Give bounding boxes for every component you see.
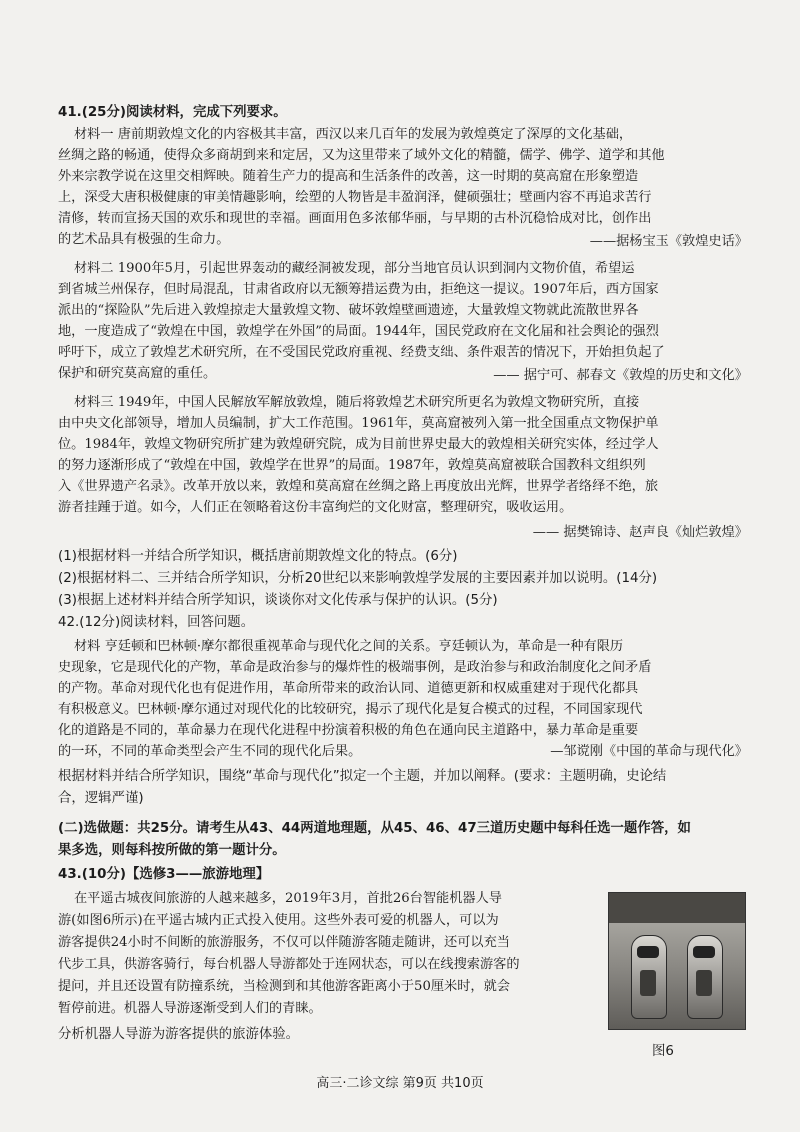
section2-instructions: (二)选做题：共25分。请考生从43、44两道地理题，从45、46、47三道历史题中每科任选一题作答，如 [58, 821, 691, 836]
q42-material-line: 有积极意义。巴林顿·摩尔通过对现代化的比较研究，揭示了现代化是复合模式的过程，不同国家现代 [58, 702, 643, 717]
robot-guide-image [631, 935, 667, 1019]
q41-material1-line: 的艺术品具有极强的生命力。 [58, 232, 230, 247]
q42-source: —邹谠刚《中国的革命与现代化》 [550, 744, 748, 759]
q41-material3-line: 的努力逐渐形成了“敦煌在中国，敦煌学在世界”的局面。1987年，敦煌莫高窟被联合国教科文组织列 [58, 458, 646, 473]
q43-task: 分析机器人导游为游客提供的旅游体验。 [58, 1027, 300, 1042]
q41-material1-line: 丝绸之路的畅通，使得众多商胡到来和定居，又为这里带来了域外文化的精髓，儒学、佛学、道学和其他 [58, 148, 665, 163]
q42-header: 42.(12分)阅读材料，回答问题。 [58, 615, 255, 630]
q43-body-line: 游(如图6所示)在平遥古城内正式投入使用。这些外表可爱的机器人，可以为 [58, 913, 499, 928]
q43-body-line: 游客提供24小时不间断的旅游服务，不仅可以伴随游客随走随讲，还可以充当 [58, 935, 510, 950]
q43-body-line: 在平遥古城夜间旅游的人越来越多，2019年3月，首批26台智能机器人导 [74, 891, 502, 906]
q41-material3-line: 位。1984年，敦煌文物研究所扩建为敦煌研究院，成为目前世界史最大的敦煌相关研究实体，经过学人 [58, 437, 659, 452]
q41-material1-source: ——据杨宝玉《敦煌史话》 [589, 234, 748, 249]
q43-header: 43.(10分)【选修3——旅游地理】 [58, 867, 270, 882]
q41-material2-line: 材料二 1900年5月，引起世界轰动的藏经洞被发现，部分当地官员认识到洞内文物价值，希望运 [74, 261, 635, 276]
q41-material2-line: 地，一度造成了“敦煌在中国，敦煌学在外国”的局面。1944年，国民党政府在文化届和社会舆论的强烈 [58, 324, 659, 339]
q41-question-1: (1)根据材料一并结合所学知识，概括唐前期敦煌文化的特点。(6分) [58, 549, 458, 564]
robot-guide-image [687, 935, 723, 1019]
q42-material-line: 材料 亨廷顿和巴林顿·摩尔都很重视革命与现代化之间的关系。亨廷顿认为，革命是一种有限历 [74, 639, 624, 654]
q41-question-3: (3)根据上述材料并结合所学知识，谈谈你对文化传承与保护的认识。(5分) [58, 593, 498, 608]
q42-task-line: 合，逻辑严谨) [58, 791, 144, 806]
q43-body-line: 代步工具，供游客骑行，每台机器人导游都处于连网状态，可以在线搜索游客的 [58, 957, 520, 972]
q41-material2-source: —— 据宁可、郝春文《敦煌的历史和文化》 [493, 368, 748, 383]
figure-6-caption: 图6 [652, 1044, 674, 1059]
q41-material1-line: 外来宗教学说在这里交相辉映。随着生产力的提高和生活条件的改善，这一时期的莫高窟在形象塑造 [58, 169, 639, 184]
q41-material1-line: 材料一 唐前期敦煌文化的内容极其丰富，西汉以来几百年的发展为敦煌奠定了深厚的文化基础， [74, 127, 633, 142]
q41-material2-line: 派出的“探险队”先后进入敦煌掠走大量敦煌文物、破坏敦煌壁画遗迹，大量敦煌文物就此流散世界各 [58, 303, 639, 318]
q41-material1-line: 清修，转而宣扬天国的欢乐和现世的幸福。画面用色多浓郁华丽，与早期的古朴沉稳恰成对比，创作出 [58, 211, 652, 226]
q42-material-line: 的一环，不同的革命类型会产生不同的现代化后果。 [58, 744, 362, 759]
page-footer: 高三·二诊文综 第9页 共10页 [316, 1076, 484, 1091]
q41-header: 41.(25分)阅读材料，完成下列要求。 [58, 105, 287, 120]
q41-material3-line: 由中央文化部领导，增加人员编制，扩大工作范围。1961年，莫高窟被列入第一批全国重点文物保护单 [58, 416, 659, 431]
q41-material3-line: 材料三 1949年，中国人民解放军解放敦煌，随后将敦煌艺术研究所更名为敦煌文物研究所，直接 [74, 395, 640, 410]
q41-material2-line: 保护和研究莫高窟的重任。 [58, 366, 217, 381]
q42-material-line: 化的道路是不同的，革命暴力在现代化进程中扮演着积极的角色在通向民主道路中，暴力革命是重要 [58, 723, 639, 738]
q41-question-2: (2)根据材料二、三并结合所学知识，分析20世纪以来影响敦煌学发展的主要因素并加以说明。(14分) [58, 571, 658, 586]
q42-material-line: 史现象，它是现代化的产物，革命是政治参与的爆炸性的极端事例，是政治参与和政治制度化之间矛盾 [58, 660, 652, 675]
q41-material3-line: 入《世界遗产名录》。改革开放以来，敦煌和莫高窟在丝绸之路上再度放出光辉，世界学者络绎不绝，旅 [58, 479, 659, 494]
figure-6-robot-photo [608, 892, 746, 1030]
q41-material2-line: 到省城兰州保存，但时局混乱，甘肃省政府以无额筹措运费为由，拒绝这一提议。1907年后，西方国家 [58, 282, 659, 297]
q41-material3-line: 游者挂踵于道。如今，人们正在领略着这份丰富绚烂的文化财富，整理研究，吸收运用。 [58, 500, 573, 515]
q43-body-line: 提问，并且还设置有防撞系统，当检测到和其他游客距离小于50厘米时，就会 [58, 979, 510, 994]
q41-material3-source: —— 据樊锦诗、赵声良《灿烂敦煌》 [532, 525, 748, 540]
section2-instructions: 果多选，则每科按所做的第一题计分。 [58, 843, 286, 858]
photo-background [609, 893, 745, 923]
q42-task-line: 根据材料并结合所学知识，围绕“革命与现代化”拟定一个主题，并加以阐释。(要求：主题明确，史论结 [58, 769, 667, 784]
q43-body-line: 暂停前进。机器人导游逐渐受到人们的青睐。 [58, 1001, 322, 1016]
q42-material-line: 的产物。革命对现代化也有促进作用，革命所带来的政治认同、道德更新和权威重建对于现代化都具 [58, 681, 639, 696]
q41-material1-line: 上，深受大唐积极健康的审美情趣影响，绘塑的人物皆是丰盈润泽，健硕强壮；壁画内容不再追求苦行 [58, 190, 652, 205]
q41-material2-line: 呼吁下，成立了敦煌艺术研究所，在不受国民党政府重视、经费支绌、条件艰苦的情况下，开始担负起了 [58, 345, 665, 360]
